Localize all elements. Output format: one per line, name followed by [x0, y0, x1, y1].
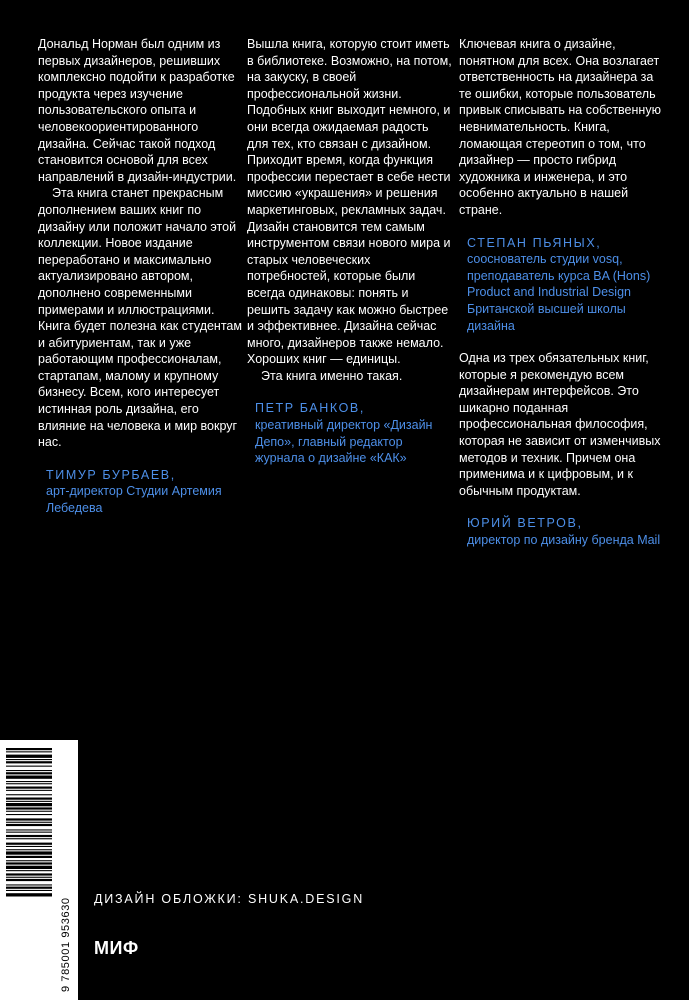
cover-design-credit: ДИЗАЙН ОБЛОЖКИ: SHUKA.DESIGN: [94, 892, 365, 906]
barcode-bar: [6, 824, 52, 826]
review-column-3: [459, 36, 664, 549]
barcode-bar: [6, 849, 52, 850]
barcode-bar: [6, 801, 52, 802]
barcode-bar: [6, 866, 52, 869]
review-column-1: [38, 36, 243, 517]
barcode-bar: [6, 851, 52, 854]
author-name: СТЕПАН ПЬЯНЫХ,: [467, 235, 602, 250]
author-title: креативный директор «Дизайн Депо», главный редактор журнала о дизайне «КАК»: [255, 418, 433, 466]
barcode-bar: [6, 811, 52, 812]
barcode-bar: [6, 860, 52, 861]
barcode-bar: [6, 781, 52, 782]
barcode-bar: [6, 776, 52, 779]
barcode-bar: [6, 838, 52, 839]
barcode-bar: [6, 751, 52, 752]
barcode-bar: [6, 829, 52, 830]
barcode-bar: [6, 770, 52, 771]
review-author: [247, 400, 452, 466]
barcode-bar: [6, 843, 52, 845]
barcode-bar: [6, 790, 52, 791]
barcode-bar: [6, 846, 52, 847]
review-author: [459, 235, 664, 335]
barcode-bar: [6, 835, 52, 837]
barcode-bar: [6, 794, 52, 795]
review-paragraph: Эта книга станет прекрасным дополнением ваших книг по дизайну или положит начало этой коллекции. Новое издание переработано и максимально актуализировано автором, дополнено современными примерами и иллюстрациями. Книга будет полезна как студентам и абитуриентам, так и уже работающим профессионалам, стартапам, малому и крупному бизнесу. Всем, кого интересует истинная роль дизайна, его влияние на человека и мир вокруг нас.: [38, 186, 242, 450]
review-author: [459, 515, 664, 548]
author-title: арт-директор Студии Артемия Лебедева: [46, 484, 222, 516]
barcode-bar: [6, 887, 52, 889]
barcode-bar: [6, 856, 52, 858]
barcode-bar: [6, 783, 52, 784]
barcode-bar: [6, 879, 52, 881]
barcode-bar: [6, 814, 52, 815]
author-name: ТИМУР БУРБАЕВ,: [46, 467, 176, 482]
review-paragraph: Ключевая книга о дизайне, понятном для всех. Она возлагает ответственность на дизайнера за те ошибки, которые пользователь привык списывать на собственную невнимательность. Книга, ломающая стереотип о том, что дизайнер — просто гибрид художника и инженера, и это особенно актуально в нашей стране.: [459, 37, 661, 217]
review-paragraph: Вышла книга, которую стоит иметь в библиотеке. Возможно, на потом, на закуску, в своей профессиональной жизни. Подобных книг выходит немного, и они всегда ожидаемая радость для тех, кто связан с дизайном. Приходит время, когда функция профессии перестает в себе нести миссию «украшения» и решения маркетинговых, рекламных задач. Дизайн становится тем самым инструментом связи нового мира и старых человеческих потребностей, которые были всегда одинаковы: понять и решить задачу как можно быстрее и эффективнее. Дизайна сейчас много, дизайнеров также немало. Хороших книг — единицы.: [247, 37, 452, 367]
author-title: сооснователь студии vosq, преподаватель курса BA (Hons) Product and Industrial Design Британской высшей школы дизайна: [467, 252, 651, 333]
barcode-bar: [6, 862, 52, 864]
barcode-bar: [6, 877, 52, 878]
barcode-bar: [6, 798, 52, 800]
barcode-bar: [6, 890, 52, 891]
barcode-bar: [6, 818, 52, 820]
barcode-bars: [0, 740, 56, 1000]
barcode-bar: [6, 761, 52, 763]
author-name: ЮРИЙ ВЕТРОВ,: [467, 516, 583, 531]
author-title: директор по дизайну бренда Mail: [467, 533, 661, 548]
barcode-bar: [6, 759, 52, 760]
author-name: ПЕТР БАНКОВ,: [255, 401, 365, 416]
barcode-bar: [6, 822, 52, 823]
barcode-bar: [6, 893, 52, 896]
review-paragraph: Дональд Норман был одним из первых дизайнеров, решивших комплексно подойти к разработке продукта через изучение пользовательского опыта и человекоориентированного дизайна. Сейчас такой подход становится основой для всех направлений в дизайн-индустрии.: [38, 37, 237, 184]
review-column-2: [247, 36, 452, 467]
barcode-bar: [6, 832, 52, 833]
review-paragraph: Эта книга именно такая.: [261, 368, 403, 383]
barcode-bar: [6, 755, 52, 758]
barcode-bar: [6, 748, 52, 750]
barcode-bar: [6, 870, 52, 871]
barcode-bar: [6, 873, 52, 875]
barcode-bar: [6, 772, 52, 774]
barcode-bar: [6, 884, 52, 885]
barcode-bar: [6, 803, 52, 806]
barcode-bar: [6, 766, 52, 767]
review-paragraph: Одна из трех обязательных книг, которые я рекомендую всем дизайнерам интерфейсов. Это шикарно поданная профессиональная философия, которая не зависит от изменчивых методов и техник. Причем она применима и к цифровым, и к обычным продуктам.: [459, 351, 661, 498]
isbn-number: 9 785001 953630: [60, 897, 72, 992]
publisher-logo: МИФ: [94, 938, 139, 958]
review-author: [38, 467, 243, 517]
barcode-bar: [6, 787, 52, 789]
barcode-bar: [6, 807, 52, 809]
